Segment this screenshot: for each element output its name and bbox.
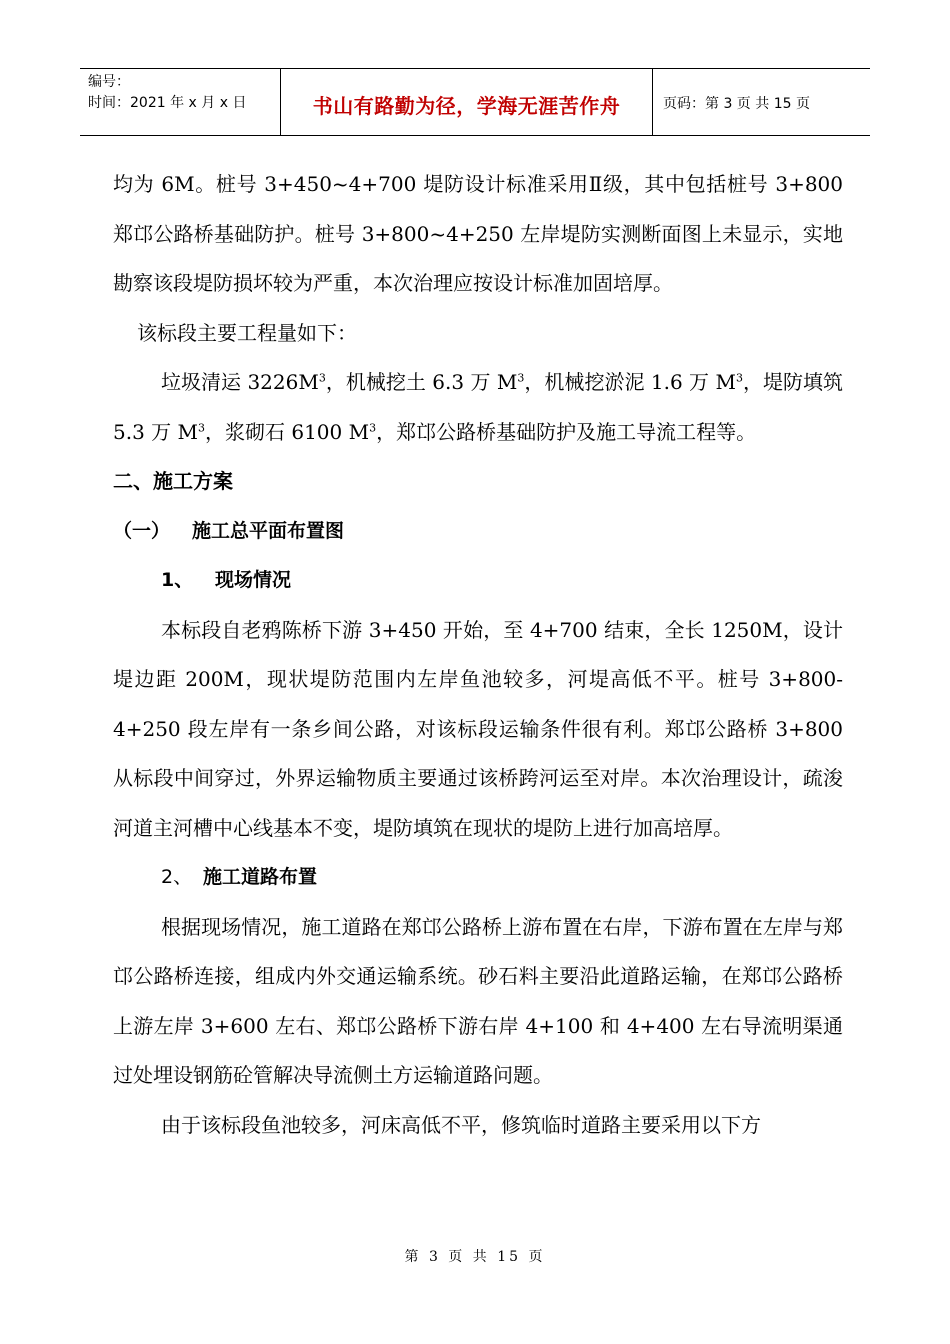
superscript: 3 xyxy=(517,371,525,385)
paragraph-quantities xyxy=(113,358,843,457)
paragraph-quantities-intro: 该标段主要工程量如下： xyxy=(137,320,357,345)
header-meta xyxy=(80,69,281,135)
document-time-label: 时间：2021 年 x 月 x 日 xyxy=(88,95,247,111)
paragraph-site-conditions: 本标段自老鸦陈桥下游 3+450 开始，至 4+700 结束，全长 1250M，设计堤边距 200M，现状堤防范围内左岸鱼池较多，河堤高低不平。桩号 3+800-4+250 段左岸有一条乡间公路，对该标段运输条件很有利。郑邙公路桥 3+800 从标段中间穿过，外界运输物质主要通过该桥跨河运至对岸。本次治理设计，疏浚河道主河槽中心线基本不变，堤防填筑在现状的堤防上进行加高培厚。 xyxy=(113,617,843,840)
subsection-number: （一） xyxy=(113,519,171,542)
item-number: 2、 xyxy=(161,866,193,888)
document-id-label: 编号： xyxy=(88,74,130,90)
item-number: 1、 xyxy=(161,569,194,591)
quantity-rest: ，郑邙公路桥基础防护及施工导流工程等。 xyxy=(376,419,757,444)
header-page-code: 页码：第 3 页 共 15 页 xyxy=(663,96,810,112)
item-title: 现场情况 xyxy=(215,569,292,591)
item-heading-roads xyxy=(113,853,843,903)
subsection-title: 施工总平面布置图 xyxy=(192,519,345,542)
document-body xyxy=(113,160,843,1150)
quantity-masonry: ，浆砌石 6100 M xyxy=(205,419,370,444)
paragraph-standard: 均为 6M。桩号 3+450~4+700 堤防设计标准采用Ⅱ级，其中包括桩号 3+800 郑邙公路桥基础防护。桩号 3+800~4+250 左岸堤防实测断面图上未显示，实地勘察该段堤防损坏较为严重，本次治理应按设计标准加固培厚。 xyxy=(113,172,843,295)
superscript: 3 xyxy=(735,371,743,385)
paragraph-temporary-roads: 由于该标段鱼池较多，河床高低不平，修筑临时道路主要采用以下方 xyxy=(161,1112,761,1137)
page-footer: 第 3 页 共 15 页 xyxy=(404,1249,546,1265)
quantity-fill: ，堤防填筑 5.3 万 M xyxy=(113,370,844,444)
page-header xyxy=(80,68,870,136)
superscript: 3 xyxy=(369,420,377,434)
item-title: 施工道路布置 xyxy=(203,866,318,888)
superscript: 3 xyxy=(318,371,326,385)
quantity-excavation: ，机械挖土 6.3 万 M xyxy=(325,370,518,394)
item-heading-site xyxy=(113,556,843,606)
header-motto: 书山有路勤为径，学海无涯苦作舟 xyxy=(281,69,653,135)
subsection-heading xyxy=(113,507,843,557)
quantity-garbage: 垃圾清运 3226M xyxy=(161,370,319,394)
quantity-silt: ，机械挖淤泥 1.6 万 M xyxy=(524,370,736,394)
paragraph-road-layout: 根据现场情况，施工道路在郑邙公路桥上游布置在右岸，下游布置在左岸与郑邙公路桥连接，组成内外交通运输系统。砂石料主要沿此道路运输，在郑邙公路桥上游左岸 3+600 左右、郑邙公路桥下游右岸 4+100 和 4+400 左右导流明渠通过处埋设钢筋砼管解决导流侧土方运输道路问题。 xyxy=(113,914,843,1087)
superscript: 3 xyxy=(198,420,205,434)
section-heading: 二、施工方案 xyxy=(113,469,233,493)
